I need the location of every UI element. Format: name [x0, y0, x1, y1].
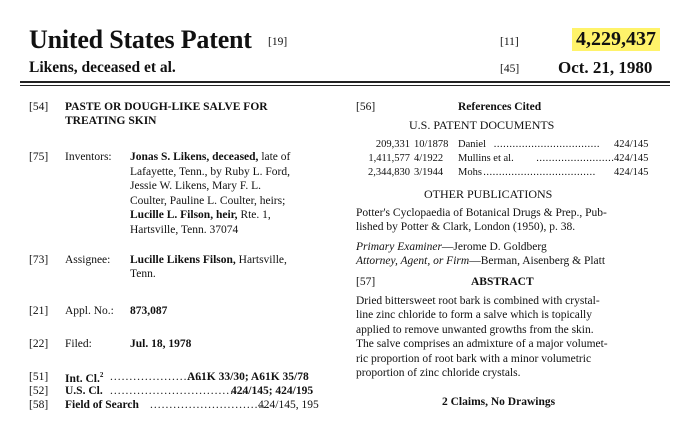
intcl-superscript: 2	[99, 371, 104, 379]
abstract-line: ric proportion of root bark with a minor volumetric	[356, 352, 592, 365]
assignee-label: Assignee:	[65, 254, 111, 266]
intcl-label	[65, 371, 103, 385]
search-code: [58]	[29, 399, 49, 411]
inventor-line	[130, 180, 261, 192]
attorney-label: Attorney, Agent, or Firm	[356, 255, 470, 267]
inventor-name: Jonas S. Likens, deceased,	[130, 151, 259, 163]
inventors-code: [75]	[29, 151, 49, 163]
header-rule-thin	[20, 85, 670, 86]
header-inventor-line: Likens, deceased et al.	[29, 59, 176, 76]
abstract-line: line zinc chloride to form a salve which is topically	[356, 309, 592, 322]
us-doc-name: Mohs	[458, 167, 482, 178]
assignee-city: Hartsville,	[235, 254, 287, 266]
inventor-text: Lafayette, Tenn., by Ruby L. Ford,	[130, 165, 290, 178]
title-line-2: TREATING SKIN	[65, 115, 157, 127]
patent-number: 4,229,437	[572, 28, 660, 51]
inventor-line	[130, 224, 238, 236]
header-rule-thick	[20, 81, 670, 83]
assignee-line-1	[130, 254, 287, 266]
abstract-line: applied to remove unwanted growths from the skin.	[356, 323, 594, 336]
us-doc-date: 4/1922	[414, 153, 444, 164]
filed-date: Jul. 18, 1978	[130, 338, 192, 350]
patent-number-code: [11]	[500, 36, 519, 48]
inventor-text: Coulter, Pauline L. Coulter, heirs;	[130, 194, 286, 207]
us-doc-date: 10/1878	[414, 139, 449, 150]
assignee-code: [73]	[29, 254, 49, 266]
other-pubs-line-1: Potter's Cyclopaedia of Botanical Drugs & Prep., Pub-	[356, 207, 607, 219]
inventor-line	[130, 195, 285, 207]
us-doc-dots: ..................................	[493, 139, 601, 150]
uscl-leader-dots: ....................................	[110, 385, 250, 397]
date-code: [45]	[500, 63, 520, 75]
search-leader-dots: ...............................	[150, 399, 271, 411]
inventors-label: Inventors:	[65, 151, 112, 163]
us-doc-dots: .........................	[536, 153, 615, 164]
us-doc-class: 424/145	[614, 139, 649, 150]
us-doc-class: 424/145	[614, 167, 649, 178]
us-doc-class: 424/145	[614, 153, 649, 164]
inventor-text: Jessie W. Likens, Mary F. L.	[130, 180, 262, 193]
inventor-line	[130, 151, 290, 163]
refs-title: References Cited	[458, 101, 542, 113]
title-line-1: PASTE OR DOUGH-LIKE SALVE FOR	[65, 101, 268, 113]
header-title-code: [19]	[268, 36, 288, 48]
appl-code: [21]	[29, 305, 49, 317]
assignee-line-2: Tenn.	[130, 268, 156, 280]
uscl-label: U.S. Cl.	[65, 385, 103, 397]
us-doc-number: 209,331	[375, 139, 410, 150]
title-code: [54]	[29, 101, 49, 113]
inventor-text: Hartsville, Tenn. 37074	[130, 224, 239, 236]
inventor-line	[130, 209, 271, 221]
assignee-name: Lucille Likens Filson,	[130, 254, 236, 266]
appl-number: 873,087	[130, 305, 168, 317]
search-value: 424/145, 195	[258, 399, 319, 411]
inventor-line	[130, 166, 290, 178]
us-doc-dots: ....................................	[483, 167, 596, 178]
intcl-value: A61K 33/30; A61K 35/78	[187, 371, 309, 383]
filed-label: Filed:	[65, 338, 92, 350]
us-doc-number: 1,411,577	[368, 153, 410, 164]
primary-examiner	[356, 241, 547, 253]
inventor-text: late of	[258, 151, 291, 163]
examiner-label: Primary Examiner	[356, 241, 442, 253]
abstract-code: [57]	[356, 276, 376, 288]
other-pubs-title: OTHER PUBLICATIONS	[424, 187, 553, 201]
us-docs-title: U.S. PATENT DOCUMENTS	[409, 118, 555, 132]
abstract-line: The salve comprises an admixture of a major volumet-	[356, 338, 608, 351]
intcl-label-text: Int. Cl.	[65, 372, 100, 385]
us-doc-name: Mullins et al.	[458, 153, 514, 164]
examiner-name: —Jerome D. Goldberg	[441, 241, 547, 253]
uscl-code: [52]	[29, 385, 49, 397]
us-doc-date: 3/1944	[414, 167, 444, 178]
uscl-value: 424/145; 424/195	[231, 385, 314, 397]
inventor-text: Rte. 1,	[237, 209, 271, 222]
search-label: Field of Search	[65, 399, 139, 411]
abstract-line: Dried bittersweet root bark is combined with crystal-	[356, 295, 600, 307]
other-pubs-line-2: lished by Potter & Clark, London (1950), p. 38.	[356, 221, 576, 233]
appl-label: Appl. No.:	[65, 305, 114, 317]
attorney-name: —Berman, Aisenberg & Platt	[469, 255, 606, 267]
inventor-name: Lucille L. Filson, heir,	[130, 209, 238, 222]
patent-header-title: United States Patent	[29, 25, 252, 54]
us-doc-name: Daniel	[458, 139, 486, 150]
intcl-leader-dots: ..........................	[110, 371, 211, 383]
abstract-title: ABSTRACT	[471, 276, 534, 288]
intcl-code: [51]	[29, 371, 49, 383]
claims-line: 2 Claims, No Drawings	[442, 396, 556, 408]
patent-date: Oct. 21, 1980	[558, 58, 653, 77]
refs-code: [56]	[356, 101, 376, 113]
us-doc-number: 2,344,830	[368, 167, 410, 178]
abstract-line: proportion of zinc chloride crystals.	[356, 367, 521, 379]
filed-code: [22]	[29, 338, 49, 350]
attorney	[356, 255, 605, 267]
